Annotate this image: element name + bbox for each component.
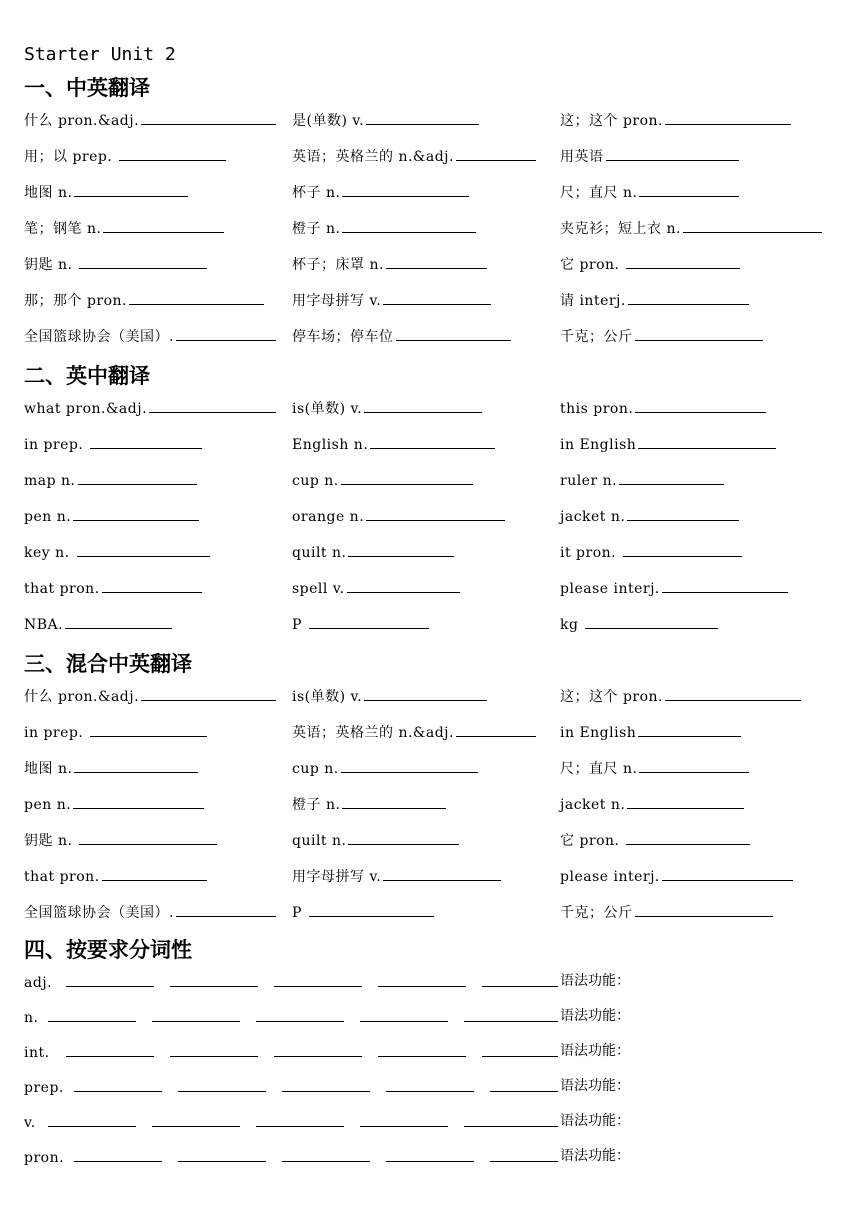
vocab-item [24, 722, 207, 742]
vocab-item [292, 578, 460, 598]
answer-blank[interactable] [102, 866, 207, 881]
vocab-term: 夹克衫；短上衣 n. [560, 221, 681, 237]
vocab-term: 橙子 n. [292, 221, 341, 237]
pos-blank[interactable] [282, 1147, 370, 1162]
answer-blank[interactable] [585, 614, 718, 629]
vocab-item [24, 578, 202, 598]
vocab-term: in English [560, 437, 637, 453]
pos-blank[interactable] [482, 972, 558, 987]
vocab-item [292, 830, 459, 850]
vocab-term: 尺；直尺 n. [560, 185, 638, 201]
answer-blank[interactable] [635, 326, 763, 341]
vocab-term: ruler n. [560, 473, 618, 489]
vocab-item [24, 866, 207, 886]
vocab-term: 用英语 [560, 149, 604, 165]
vocab-term: that pron. [24, 581, 100, 597]
answer-blank[interactable] [665, 686, 801, 701]
vocab-term: jacket n. [560, 797, 626, 813]
answer-blank[interactable] [141, 110, 276, 125]
vocab-item [292, 758, 478, 778]
answer-blank[interactable] [628, 290, 749, 305]
answer-blank[interactable] [149, 398, 276, 413]
answer-blank[interactable] [639, 758, 749, 773]
answer-blank[interactable] [342, 794, 446, 809]
answer-blank[interactable] [341, 758, 478, 773]
vocab-item [560, 110, 791, 130]
answer-blank[interactable] [309, 902, 434, 917]
pos-row [24, 972, 558, 992]
vocab-item [24, 434, 202, 454]
vocab-item [24, 254, 207, 274]
pos-blank[interactable] [360, 1007, 448, 1022]
vocab-item [292, 110, 479, 130]
vocab-term: 它 pron. [560, 257, 625, 273]
vocab-item [24, 542, 210, 562]
vocab-item [24, 506, 199, 526]
vocab-term: 钥匙 n. [24, 257, 78, 273]
vocab-item [24, 686, 276, 706]
vocab-item [560, 578, 788, 598]
pos-blank[interactable] [464, 1007, 558, 1022]
vocab-item [24, 290, 264, 310]
vocab-term: 英语；英格兰的 n.&adj. [292, 149, 454, 165]
vocab-item [560, 614, 718, 634]
answer-blank[interactable] [176, 902, 276, 917]
vocab-term: kg [560, 617, 584, 633]
answer-blank[interactable] [342, 218, 476, 233]
answer-blank[interactable] [456, 146, 536, 161]
pos-blank[interactable] [178, 1077, 266, 1092]
answer-blank[interactable] [119, 146, 226, 161]
grammar-function-label: 语法功能： [560, 1113, 630, 1129]
vocab-item [560, 470, 724, 490]
vocab-term: 什么 pron.&adj. [24, 689, 140, 705]
vocab-term: 杯子；床罩 n. [292, 257, 384, 273]
vocab-item [292, 146, 536, 166]
vocab-item [560, 326, 763, 346]
vocab-term: quilt n. [292, 833, 347, 849]
vocab-term: pen n. [24, 797, 72, 813]
answer-blank[interactable] [606, 146, 739, 161]
vocab-item [24, 110, 276, 130]
pos-blank[interactable] [386, 1147, 474, 1162]
answer-blank[interactable] [366, 506, 505, 521]
vocab-term: 千克；公斤 [560, 905, 633, 921]
vocab-term: 地图 n. [24, 185, 73, 201]
vocab-item [292, 506, 505, 526]
vocab-item [560, 506, 739, 526]
answer-blank[interactable] [364, 398, 482, 413]
vocab-term: 地图 n. [24, 761, 73, 777]
vocab-term: map n. [24, 473, 76, 489]
vocab-item [560, 722, 741, 742]
vocab-term: this pron. [560, 401, 634, 417]
answer-blank[interactable] [65, 614, 172, 629]
vocab-item [292, 326, 511, 346]
vocab-item [24, 794, 204, 814]
section-heading-1: 一、中英翻译 [24, 76, 150, 100]
vocab-term: 千克；公斤 [560, 329, 633, 345]
answer-blank[interactable] [74, 182, 188, 197]
vocab-term: 用；以 prep. [24, 149, 118, 165]
vocab-term: in prep. [24, 725, 89, 741]
vocab-term: cup n. [292, 761, 339, 777]
answer-blank[interactable] [627, 506, 739, 521]
pos-label: prep. [24, 1080, 64, 1096]
pos-blank[interactable] [490, 1147, 558, 1162]
vocab-term: English n. [292, 437, 369, 453]
pos-row [24, 1077, 558, 1097]
vocab-item [292, 218, 476, 238]
pos-label: pron. [24, 1150, 65, 1166]
vocab-item [560, 686, 801, 706]
pos-blank[interactable] [170, 1042, 258, 1057]
answer-blank[interactable] [626, 254, 740, 269]
pos-blank[interactable] [74, 1077, 162, 1092]
vocab-term: P [292, 905, 307, 921]
vocab-term: quilt n. [292, 545, 347, 561]
vocab-item [24, 146, 226, 166]
vocab-term: 全国篮球协会（美国）. [24, 329, 174, 345]
vocab-item [292, 290, 491, 310]
vocab-item [24, 902, 276, 922]
vocab-item [560, 758, 749, 778]
section-heading-3: 三、混合中英翻译 [24, 652, 192, 676]
vocab-item [24, 758, 198, 778]
vocab-item [292, 470, 473, 490]
answer-blank[interactable] [627, 794, 744, 809]
answer-blank[interactable] [79, 830, 217, 845]
pos-blank[interactable] [490, 1077, 558, 1092]
vocab-term: 那；那个 pron. [24, 293, 127, 309]
vocab-item [560, 794, 744, 814]
answer-blank[interactable] [103, 218, 224, 233]
answer-blank[interactable] [638, 722, 741, 737]
answer-blank[interactable] [383, 290, 491, 305]
answer-blank[interactable] [342, 182, 469, 197]
pos-blank[interactable] [48, 1007, 136, 1022]
vocab-item [24, 470, 197, 490]
vocab-term: orange n. [292, 509, 365, 525]
pos-blank[interactable] [66, 972, 154, 987]
vocab-item [560, 398, 766, 418]
vocab-item [24, 182, 188, 202]
vocab-item [292, 794, 446, 814]
vocab-term: NBA. [24, 617, 64, 633]
vocab-term: that pron. [24, 869, 100, 885]
grammar-function-label: 语法功能： [560, 1148, 630, 1164]
grammar-function-label: 语法功能： [560, 973, 630, 989]
vocab-item [560, 866, 793, 886]
pos-row [24, 1112, 558, 1132]
vocab-item [292, 614, 429, 634]
answer-blank[interactable] [79, 254, 207, 269]
answer-blank[interactable] [662, 866, 793, 881]
pos-blank[interactable] [152, 1007, 240, 1022]
answer-blank[interactable] [456, 722, 536, 737]
vocab-term: is(单数) v. [292, 401, 363, 417]
pos-blank[interactable] [386, 1077, 474, 1092]
answer-blank[interactable] [78, 470, 197, 485]
answer-blank[interactable] [626, 830, 750, 845]
answer-blank[interactable] [341, 470, 473, 485]
vocab-item [292, 866, 501, 886]
vocab-item [292, 182, 469, 202]
vocab-term: 杯子 n. [292, 185, 341, 201]
vocab-term: 全国篮球协会（美国）. [24, 905, 174, 921]
answer-blank[interactable] [364, 686, 487, 701]
answer-blank[interactable] [102, 578, 202, 593]
answer-blank[interactable] [386, 254, 487, 269]
vocab-item [560, 146, 739, 166]
pos-row [24, 1042, 558, 1062]
vocab-term: 请 interj. [560, 293, 626, 309]
pos-blank[interactable] [378, 1042, 466, 1057]
answer-blank[interactable] [635, 902, 773, 917]
vocab-term: in prep. [24, 437, 89, 453]
vocab-item [24, 218, 224, 238]
vocab-term: 停车场；停车位 [292, 329, 394, 345]
vocab-item [560, 542, 742, 562]
pos-blank[interactable] [74, 1147, 162, 1162]
vocab-item [560, 254, 740, 274]
page-title: Starter Unit 2 [24, 44, 176, 65]
vocab-term: what pron.&adj. [24, 401, 148, 417]
vocab-item [560, 290, 749, 310]
vocab-term: spell v. [292, 581, 345, 597]
answer-blank[interactable] [623, 542, 742, 557]
vocab-term: 笔；钢笔 n. [24, 221, 102, 237]
pos-blank[interactable] [378, 972, 466, 987]
pos-blank[interactable] [464, 1112, 558, 1127]
vocab-term: 它 pron. [560, 833, 625, 849]
vocab-item [292, 722, 536, 742]
section-heading-2: 二、英中翻译 [24, 364, 150, 388]
vocab-term: please interj. [560, 581, 660, 597]
grammar-function-label: 语法功能： [560, 1008, 630, 1024]
pos-label: n. [24, 1010, 39, 1026]
answer-blank[interactable] [370, 434, 495, 449]
vocab-item [560, 830, 750, 850]
answer-blank[interactable] [366, 110, 479, 125]
vocab-item [292, 686, 487, 706]
section-heading-4: 四、按要求分词性 [24, 938, 192, 962]
answer-blank[interactable] [74, 758, 198, 773]
answer-blank[interactable] [348, 830, 459, 845]
pos-blank[interactable] [66, 1042, 154, 1057]
pos-row [24, 1007, 558, 1027]
pos-blank[interactable] [274, 1042, 362, 1057]
answer-blank[interactable] [638, 434, 776, 449]
answer-blank[interactable] [129, 290, 264, 305]
vocab-item [292, 254, 487, 274]
answer-blank[interactable] [73, 506, 199, 521]
answer-blank[interactable] [619, 470, 724, 485]
vocab-item [292, 434, 495, 454]
vocab-term: 用字母拼写 v. [292, 293, 382, 309]
vocab-term: pen n. [24, 509, 72, 525]
answer-blank[interactable] [635, 398, 766, 413]
answer-blank[interactable] [347, 578, 460, 593]
pos-blank[interactable] [360, 1112, 448, 1127]
answer-blank[interactable] [665, 110, 791, 125]
vocab-term: key n. [24, 545, 75, 561]
vocab-item [24, 614, 172, 634]
vocab-term: 英语；英格兰的 n.&adj. [292, 725, 454, 741]
vocab-item [292, 398, 482, 418]
answer-blank[interactable] [639, 182, 739, 197]
answer-blank[interactable] [662, 578, 788, 593]
answer-blank[interactable] [683, 218, 822, 233]
pos-blank[interactable] [282, 1077, 370, 1092]
vocab-item [292, 542, 454, 562]
grammar-function-label: 语法功能： [560, 1078, 630, 1094]
vocab-term: 这；这个 pron. [560, 689, 663, 705]
answer-blank[interactable] [77, 542, 210, 557]
answer-blank[interactable] [90, 722, 207, 737]
vocab-term: 尺；直尺 n. [560, 761, 638, 777]
vocab-item [560, 902, 773, 922]
vocab-item [24, 830, 217, 850]
vocab-term: 用字母拼写 v. [292, 869, 382, 885]
pos-blank[interactable] [152, 1112, 240, 1127]
pos-blank[interactable] [482, 1042, 558, 1057]
vocab-term: please interj. [560, 869, 660, 885]
vocab-term: 这；这个 pron. [560, 113, 663, 129]
vocab-item [24, 326, 276, 346]
pos-blank[interactable] [48, 1112, 136, 1127]
pos-blank[interactable] [274, 972, 362, 987]
pos-blank[interactable] [178, 1147, 266, 1162]
vocab-term: is(单数) v. [292, 689, 363, 705]
vocab-term: in English [560, 725, 637, 741]
pos-label: int. [24, 1045, 50, 1061]
pos-label: v. [24, 1115, 36, 1131]
vocab-term: 钥匙 n. [24, 833, 78, 849]
vocab-item [560, 218, 822, 238]
vocab-item [560, 434, 776, 454]
answer-blank[interactable] [176, 326, 276, 341]
answer-blank[interactable] [90, 434, 202, 449]
pos-blank[interactable] [256, 1007, 344, 1022]
vocab-term: cup n. [292, 473, 339, 489]
answer-blank[interactable] [348, 542, 454, 557]
pos-blank[interactable] [170, 972, 258, 987]
vocab-term: it pron. [560, 545, 622, 561]
answer-blank[interactable] [309, 614, 429, 629]
vocab-term: jacket n. [560, 509, 626, 525]
answer-blank[interactable] [73, 794, 204, 809]
vocab-item [292, 902, 434, 922]
grammar-function-label: 语法功能： [560, 1043, 630, 1059]
answer-blank[interactable] [383, 866, 501, 881]
vocab-item [560, 182, 739, 202]
vocab-term: 橙子 n. [292, 797, 341, 813]
vocab-item [24, 398, 276, 418]
vocab-term: 是(单数) v. [292, 113, 365, 129]
answer-blank[interactable] [396, 326, 511, 341]
pos-blank[interactable] [256, 1112, 344, 1127]
vocab-term: 什么 pron.&adj. [24, 113, 140, 129]
pos-row [24, 1147, 558, 1167]
pos-label: adj. [24, 975, 53, 991]
answer-blank[interactable] [141, 686, 276, 701]
vocab-term: P [292, 617, 307, 633]
